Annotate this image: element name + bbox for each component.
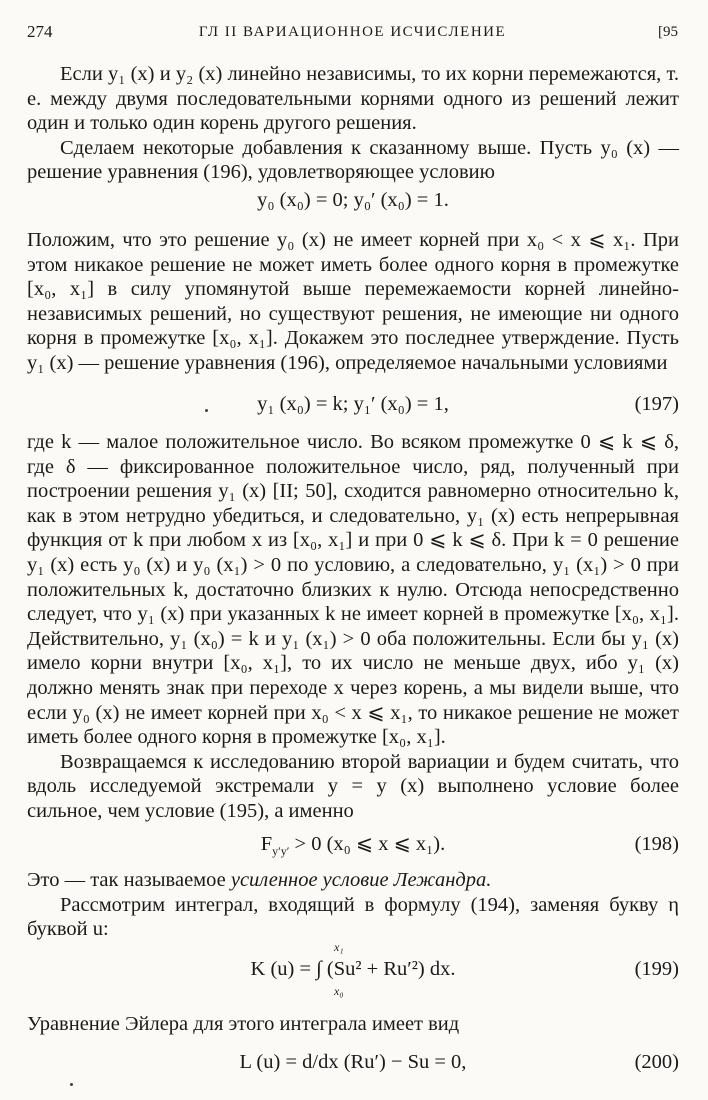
formula-initial-conditions xyxy=(27,186,679,214)
running-title: ГЛ II ВАРИАЦИОННОЕ ИСЧИСЛЕНИЕ xyxy=(198,24,507,40)
text-block-1 xyxy=(27,62,679,185)
formula-200 xyxy=(27,1048,679,1076)
equation-number-197: (197) xyxy=(634,393,679,415)
paragraph-integral: Рассмотрим интеграл, входящий в формулу (194), заменяя букву η буквой u: xyxy=(27,893,679,941)
integral-upper-limit: x₁ xyxy=(334,940,344,954)
formula-199-text: K (u) = ∫ (Su² + Ru′²) dx. xyxy=(250,958,456,980)
text-block-2 xyxy=(27,228,679,376)
paragraph-proof: где k — малое положительное число. Во всяком промежутке 0 ⩽ k ⩽ δ, где δ — фиксированное положительное число, ряд, полученный при построении решения y₁ (x) [II; 50], сходится равномерно относительно k, как в этом нетрудно убедиться, и следовательно, y₁ (x) есть непрерывная функция от k при любом x из [x₀, x₁] и при 0 ⩽ k ⩽ δ. При k = 0 решение y₁ (x) есть y₀ (x) и y₀ (x₁) > 0 по условию, а следовательно, y₁ (x₁) > 0 при положительных k, достаточно близких к нулю. Отсюда непосредственно следует, что y₁ (x) при указанных k не имеет корней в промежутке [x₀, x₁]. Действительно, y₁ (x₀) = k и y₁ (x₁) > 0 оба положительны. Если бы y₁ (x) имело корни внутри [x₀, x₁], то их число не меньше двух, ибо y₁ (x) должно менять знак при переходе x через корень, а мы видели выше, что если y₀ (x) не имеет корней при x₀ < x ⩽ x₁, то никакое решение не может иметь более одного корня в промежутке [x₀, x₁]. xyxy=(27,431,679,749)
legendre-term: усиленное условие Лежандра. xyxy=(230,869,492,891)
print-speck xyxy=(70,1083,73,1086)
formula-198-text: $F_{y'y'} > 0$ (x₀ ⩽ x ⩽ x₁). xyxy=(260,833,446,859)
formula-200-text: L (u) = d/dx (Ru′) − Su = 0, xyxy=(239,1051,467,1073)
section-marker: [95 xyxy=(658,24,678,40)
print-speck xyxy=(205,409,208,412)
formula-initial-text: y₀ (x₀) = 0; y₀′ (x₀) = 1. xyxy=(257,189,449,211)
text-block-4 xyxy=(27,868,679,942)
formula-197-text: y₁ (x₀) = k; y₁′ (x₀) = 1, xyxy=(257,393,449,415)
equation-number-200: (200) xyxy=(634,1051,679,1073)
paragraph-additions: Сделаем некоторые добавления к сказанному выше. Пусть y₀ (x) — решение уравнения (196), удовлетворяющее условию xyxy=(27,136,679,184)
text-block-3 xyxy=(27,430,679,824)
formula-197 xyxy=(27,390,679,418)
text-block-5 xyxy=(27,1012,679,1037)
integral-lower-limit: x₀ xyxy=(334,984,344,998)
paragraph-legendre: Это — так называемое усиленное условие Лежандра. xyxy=(27,869,492,891)
formula-199 xyxy=(27,938,679,1008)
running-header xyxy=(27,22,678,46)
formula-198 xyxy=(27,830,679,858)
paragraph-euler: Уравнение Эйлера для этого интеграла имеет вид xyxy=(27,1013,460,1035)
equation-number-199: (199) xyxy=(634,958,679,980)
paragraph-no-roots: Положим, что это решение y₀ (x) не имеет корней при x₀ < x ⩽ x₁. При этом никакое решение не может иметь более одного корня в промежутке [x₀, x₁] в силу упомянутой выше перемежаемости корней линейно-независимых решений, но существуют решения, не имеющие ни одного корня в промежутке [x₀, x₁]. Докажем это последнее утверждение. Пусть y₁ (x) — решение уравнения (196), определяемое начальными условиями xyxy=(27,229,679,374)
page-number: 274 xyxy=(27,22,53,41)
paragraph-roots-interlace: Если y₁ (x) и y₂ (x) линейно независимы, то их корни перемежаются, т. е. между двумя последовательными корнями одного из решений лежит один и только один корень другого решения. xyxy=(27,63,679,135)
equation-number-198: (198) xyxy=(634,833,679,855)
paragraph-second-variation: Возвращаемся к исследованию второй вариации и будем считать, что вдоль исследуемой экстремали y = y (x) выполнено условие более сильное, чем условие (195), а именно xyxy=(27,750,679,822)
